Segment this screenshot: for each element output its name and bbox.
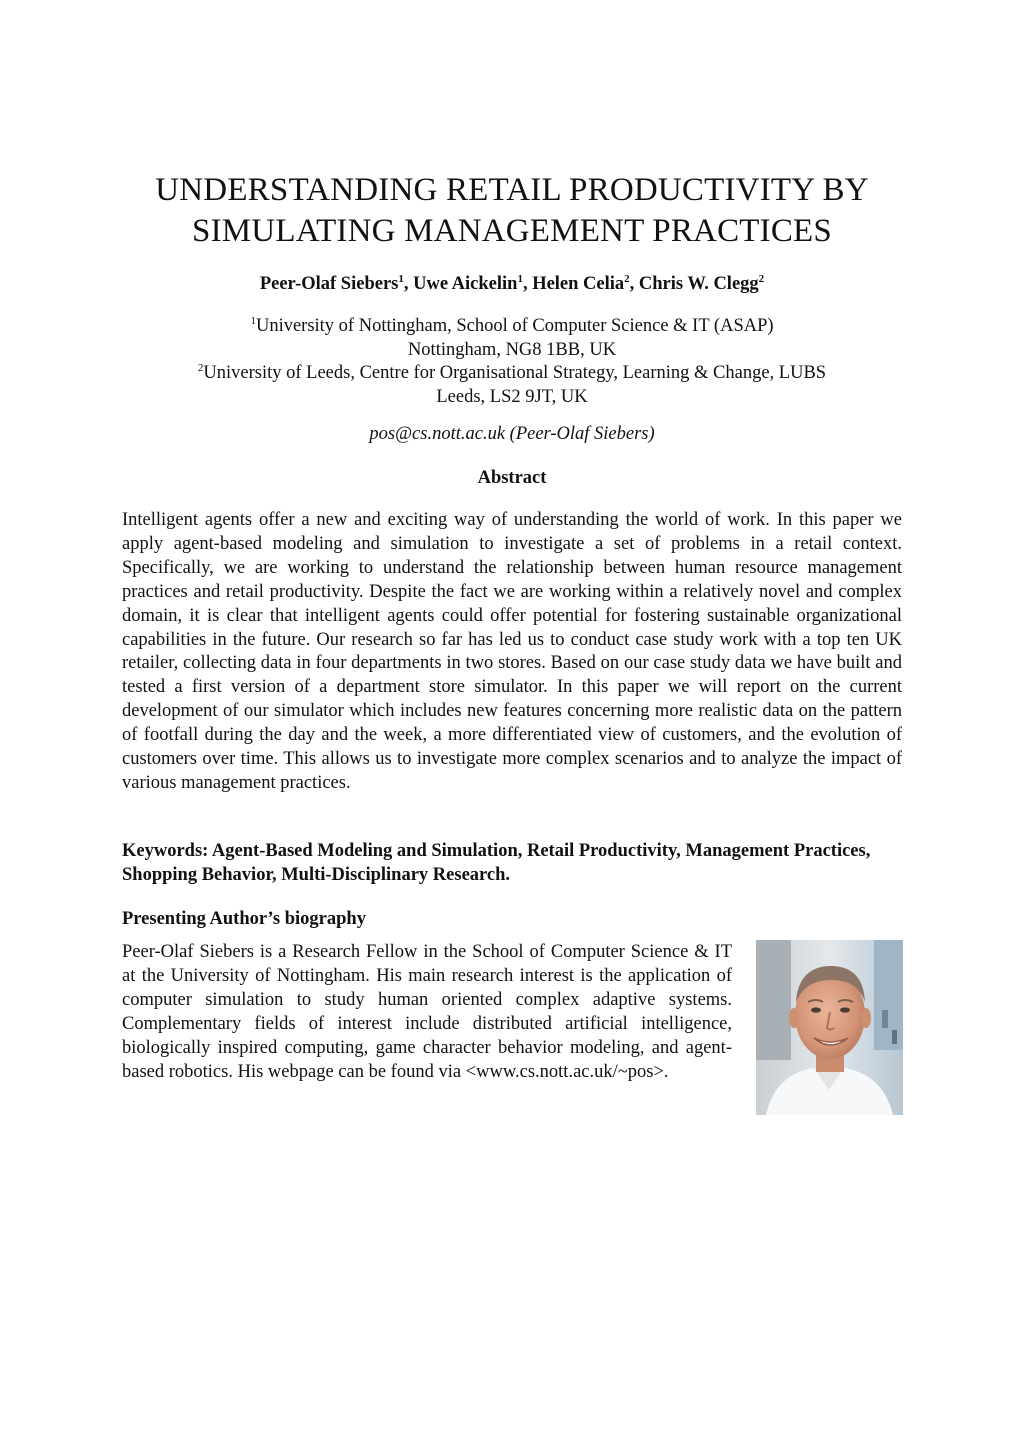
author-list [100, 272, 924, 296]
author-name: Chris W. Clegg [638, 274, 759, 294]
author-affiliation-mark: 2 [758, 273, 765, 285]
author-separator: , [629, 274, 639, 294]
author-photo [756, 940, 903, 1115]
author-name: Helen Celia [532, 274, 625, 294]
affiliation-institution: University of Nottingham, School of Computer Science & IT (ASAP) [255, 316, 774, 336]
contact-email: pos@cs.nott.ac.uk (Peer-Olaf Siebers) [369, 424, 655, 444]
affiliation-line [100, 362, 924, 386]
biography-heading: Presenting Author’s biography [122, 909, 366, 929]
biography-text: Peer-Olaf Siebers is a Research Fellow in the School of Computer Science & IT at the University of Nottingham. His main research interest is the application of computer simulation to study human oriented complex adaptive systems. Complementary fields of interest include distributed artificial intelligence, biologically inspired computing, game character behavior modeling, and agent-based robotics. His webpage can be found via <www.cs.nott.ac.uk/~pos>. [122, 942, 732, 1082]
title-line-2: SIMULATING MANAGEMENT PRACTICES [192, 213, 832, 249]
affiliation-mark: 2 [197, 362, 204, 374]
keywords: Keywords: Agent-Based Modeling and Simulation, Retail Productivity, Management Practices, Shopping Behavior, Multi-Disciplinary Research. [122, 841, 871, 885]
abstract-text: Intelligent agents offer a new and exciting way of understanding the world of work. In this paper we apply agent-based modeling and simulation to investigate a set of problems in a retail context. Specifically, we are working to understand the relationship between human resource management practices and retail productivity. Despite the fact we are working within a relatively novel and complex domain, it is clear that intelligent agents could offer potential for fostering sustainable organizational capabilities in the future. Our research so far has led us to conduct case study work with a top ten UK retailer, collecting data in four departments in two stores. Based on our case study data we have built and tested a first version of a department store simulator. In this paper we will report on the current development of our simulator which includes new features concerning more realistic data on the pattern of footfall during the day and the week, a more differentiated view of customers, and the evolution of customers over time. This allows us to investigate more complex scenarios and to analyze the impact of various management practices. [122, 510, 902, 793]
affiliation-institution: University of Leeds, Centre for Organisational Strategy, Learning & Change, LUBS [203, 363, 827, 383]
author-separator: , [522, 274, 533, 294]
author-name: Uwe Aickelin [413, 274, 518, 294]
author-affiliation-mark: 1 [398, 273, 404, 285]
affiliation-mark: 1 [250, 315, 256, 327]
author-name: Peer-Olaf Siebers [259, 274, 399, 294]
author-portrait-image [756, 940, 903, 1115]
paper-title [100, 170, 924, 252]
abstract-heading: Abstract [477, 468, 547, 488]
affiliations [100, 315, 924, 409]
affiliation-line [100, 315, 924, 339]
author-affiliation-mark: 2 [624, 273, 630, 285]
author-affiliation-mark: 1 [517, 273, 523, 285]
affiliation-address: Nottingham, NG8 1BB, UK [407, 339, 617, 360]
title-line-1: UNDERSTANDING RETAIL PRODUCTIVITY BY [155, 172, 869, 208]
affiliation-address: Leeds, LS2 9JT, UK [436, 386, 588, 407]
author-separator: , [403, 274, 414, 294]
